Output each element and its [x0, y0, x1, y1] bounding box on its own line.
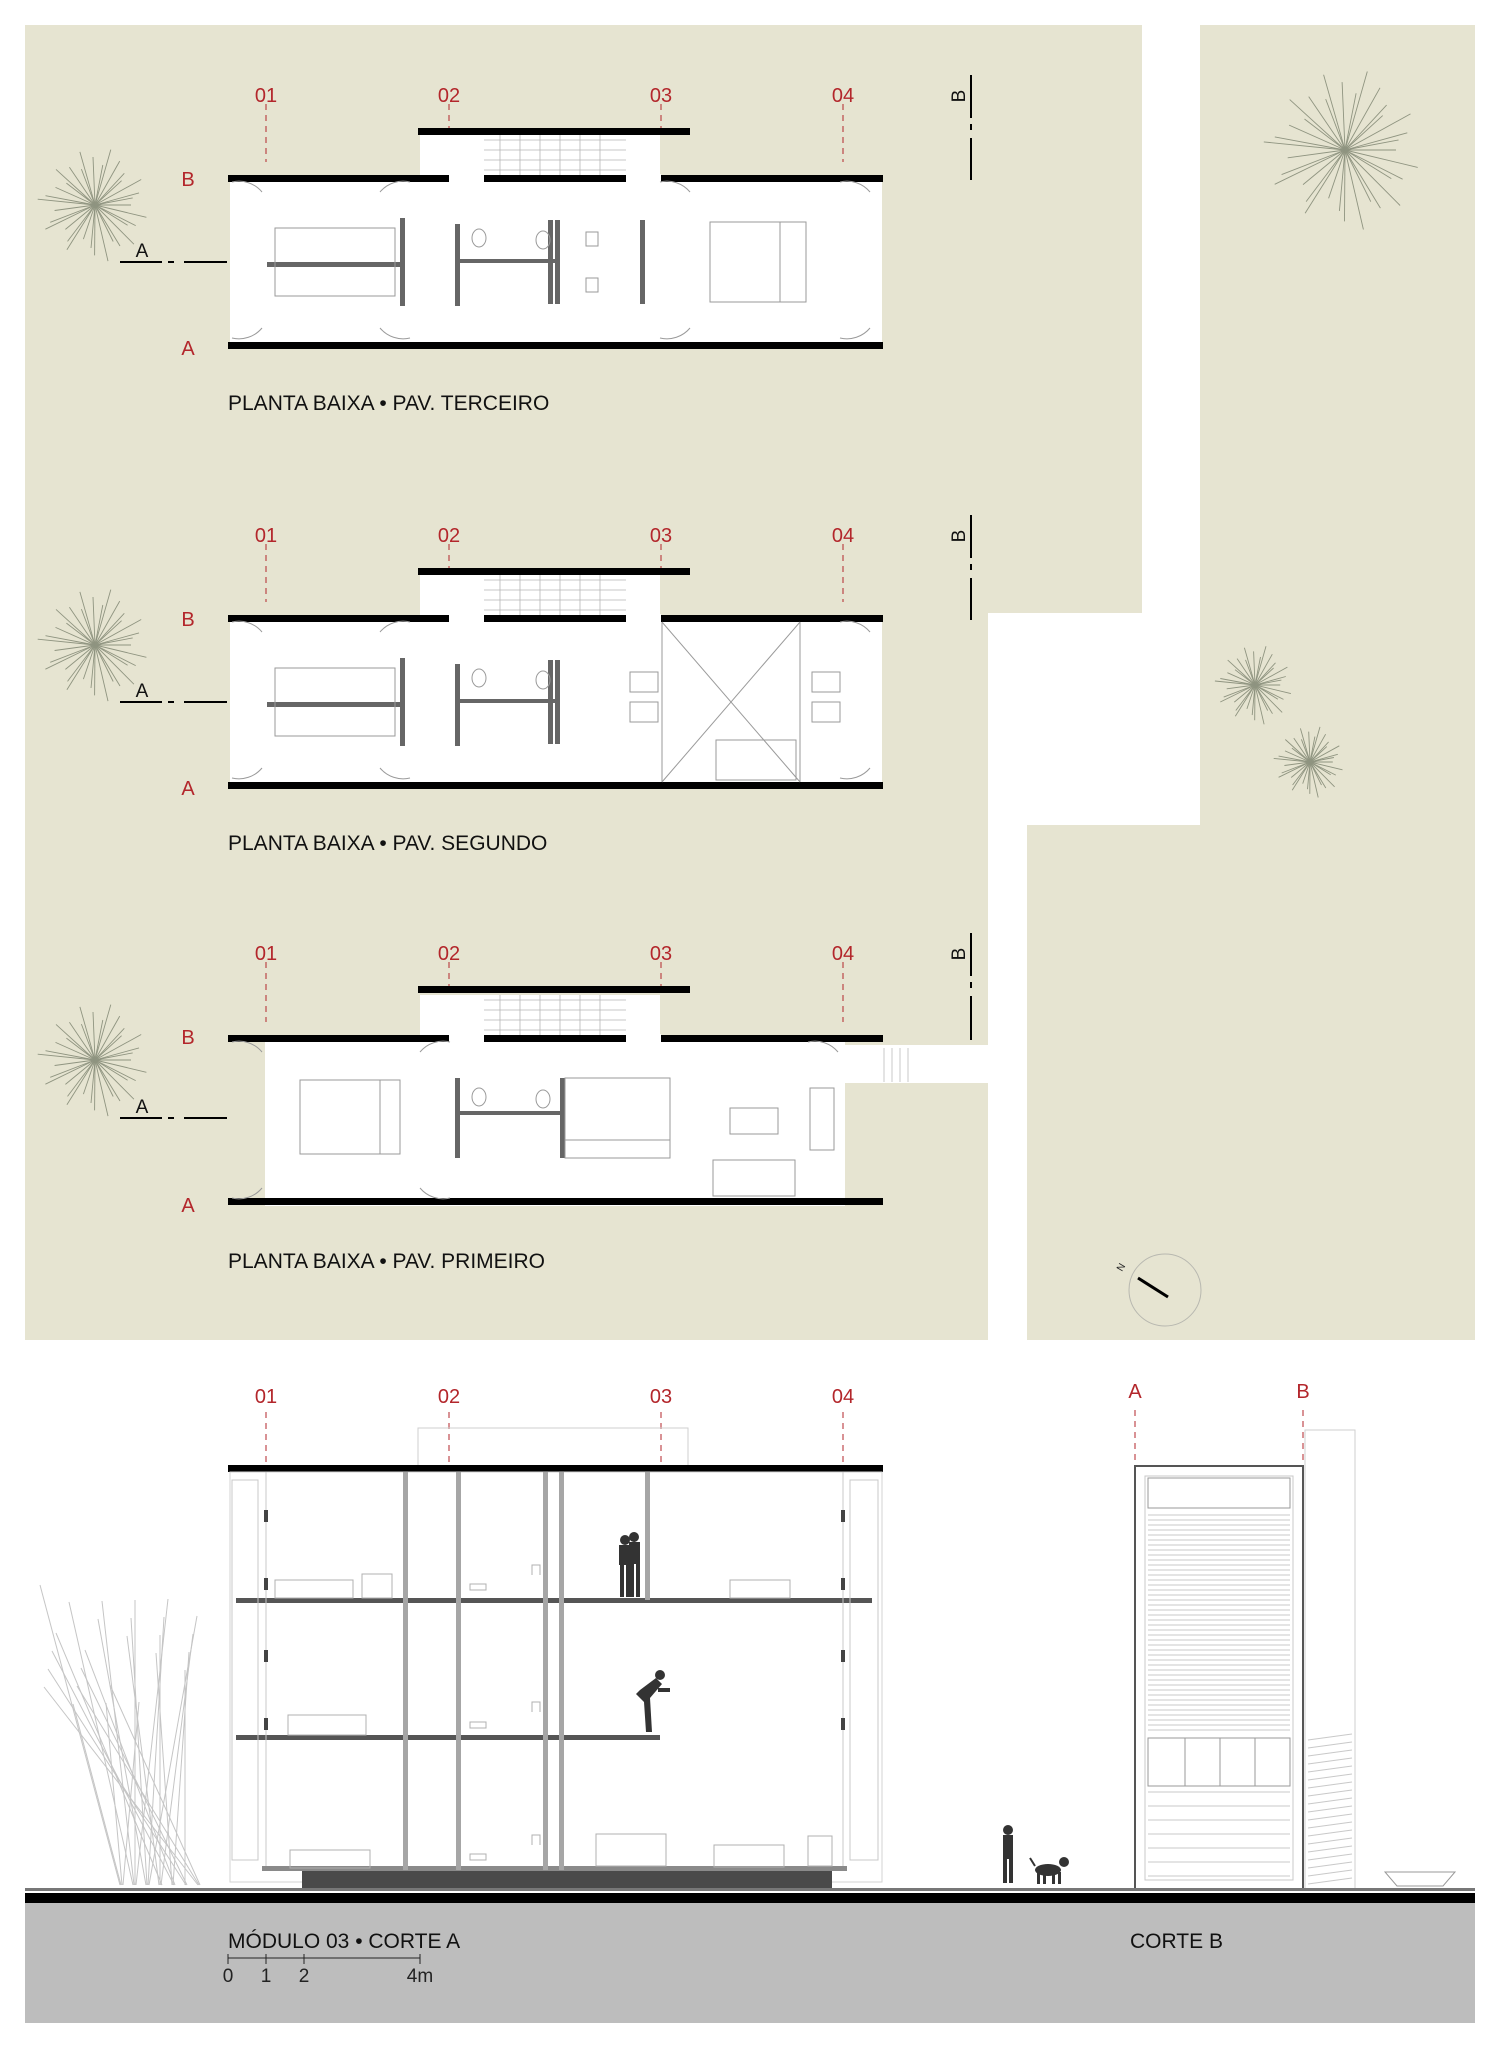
building-outline	[230, 1472, 882, 1882]
north-label: N	[1115, 1261, 1129, 1274]
cut-b-label: B	[949, 947, 970, 961]
grid-label: 04	[831, 85, 855, 107]
tower-inner	[1145, 1476, 1293, 1880]
cut-b-label: B	[949, 89, 970, 103]
row-label: A	[181, 1195, 195, 1217]
floor-slab-2	[236, 1735, 660, 1740]
stair-gap-top-2	[626, 614, 661, 623]
ground-slab	[302, 1870, 832, 1888]
plan-title: PLANTA BAIXA • PAV. PRIMEIRO	[228, 1250, 546, 1273]
stair-gap-top	[449, 174, 484, 183]
stair-tower-outline	[418, 1428, 688, 1468]
section-a-title: MÓDULO 03 • CORTE A	[228, 1930, 461, 1953]
section-furniture	[275, 1565, 832, 1868]
grid-label: 01	[254, 525, 278, 547]
section-gridlines	[1135, 1410, 1303, 1462]
cut-a-label: A	[135, 241, 149, 262]
facade-elements	[232, 1472, 878, 1866]
grid-label: A	[1128, 1381, 1142, 1403]
grid-label: 04	[831, 1386, 855, 1408]
grid-label: 03	[649, 85, 673, 107]
grid-label: 03	[649, 525, 673, 547]
section-columns	[403, 1472, 650, 1870]
stair-gap-top	[449, 614, 484, 623]
stair-gap-top-2	[626, 1034, 661, 1043]
cut-a-label: A	[135, 681, 149, 702]
plan-title: PLANTA BAIXA • PAV. TERCEIRO	[228, 392, 550, 415]
scale-label: 2	[298, 1966, 310, 1987]
grid-label: 01	[254, 85, 278, 107]
grid-label: 01	[254, 943, 278, 965]
scale-label: 0	[222, 1966, 234, 1987]
ground-line	[25, 1888, 1475, 1891]
elevation-tree	[40, 1585, 200, 1885]
ground-fill	[25, 1903, 1475, 2023]
tower-frames	[1148, 1478, 1290, 1786]
plan-floor	[265, 1038, 845, 1206]
cut-a-label: A	[135, 1097, 149, 1118]
grid-label: 04	[831, 525, 855, 547]
cut-b-label: B	[949, 529, 970, 543]
roof-slab	[228, 1465, 883, 1472]
section-b	[1128, 1381, 1455, 1890]
section-a	[40, 1386, 1069, 1888]
stair-tower-b	[1305, 1430, 1355, 1890]
wall-bottom	[228, 1198, 883, 1205]
dog-silhouette-icon	[1030, 1857, 1069, 1884]
scale-label: 1	[260, 1966, 272, 1987]
row-label: B	[181, 609, 195, 631]
row-label: B	[181, 1027, 195, 1049]
scale-label: 4m	[406, 1966, 434, 1987]
floor-slab-3	[236, 1598, 872, 1603]
person-silhouette-icon	[636, 1670, 670, 1732]
grid-label: 02	[437, 1386, 461, 1408]
grid-label: B	[1296, 1381, 1310, 1403]
ground-band-top	[25, 1893, 1475, 1903]
stair-gap-top-2	[626, 174, 661, 183]
wall-bottom	[228, 342, 883, 349]
bench-icon	[1385, 1872, 1455, 1886]
stair-wall	[418, 128, 690, 135]
stair-wall	[418, 986, 690, 993]
row-label: B	[181, 169, 195, 191]
section-gridlines	[266, 1412, 843, 1462]
grid-label: 02	[437, 85, 461, 107]
facade-louvers	[1148, 1515, 1352, 1884]
stair-wall	[418, 568, 690, 575]
stair-gap-top	[449, 1034, 484, 1043]
grid-label: 03	[649, 1386, 673, 1408]
grid-label: 03	[649, 943, 673, 965]
wall-bottom	[228, 782, 883, 789]
person-silhouette-icon	[619, 1532, 640, 1597]
row-label: A	[181, 338, 195, 360]
wall-top	[228, 175, 883, 182]
wall-top	[228, 1035, 883, 1042]
window-markers	[264, 1510, 845, 1730]
person-silhouette-icon	[1003, 1825, 1013, 1883]
ground	[25, 1888, 1475, 2023]
section-b-title: CORTE B	[1130, 1930, 1223, 1953]
wall-top	[228, 615, 883, 622]
grid-label: 04	[831, 943, 855, 965]
grid-label: 01	[254, 1386, 278, 1408]
grid-label: 02	[437, 525, 461, 547]
plan-title: PLANTA BAIXA • PAV. SEGUNDO	[228, 832, 548, 855]
grid-label: 02	[437, 943, 461, 965]
row-label: A	[181, 778, 195, 800]
access-gap	[845, 1045, 988, 1083]
